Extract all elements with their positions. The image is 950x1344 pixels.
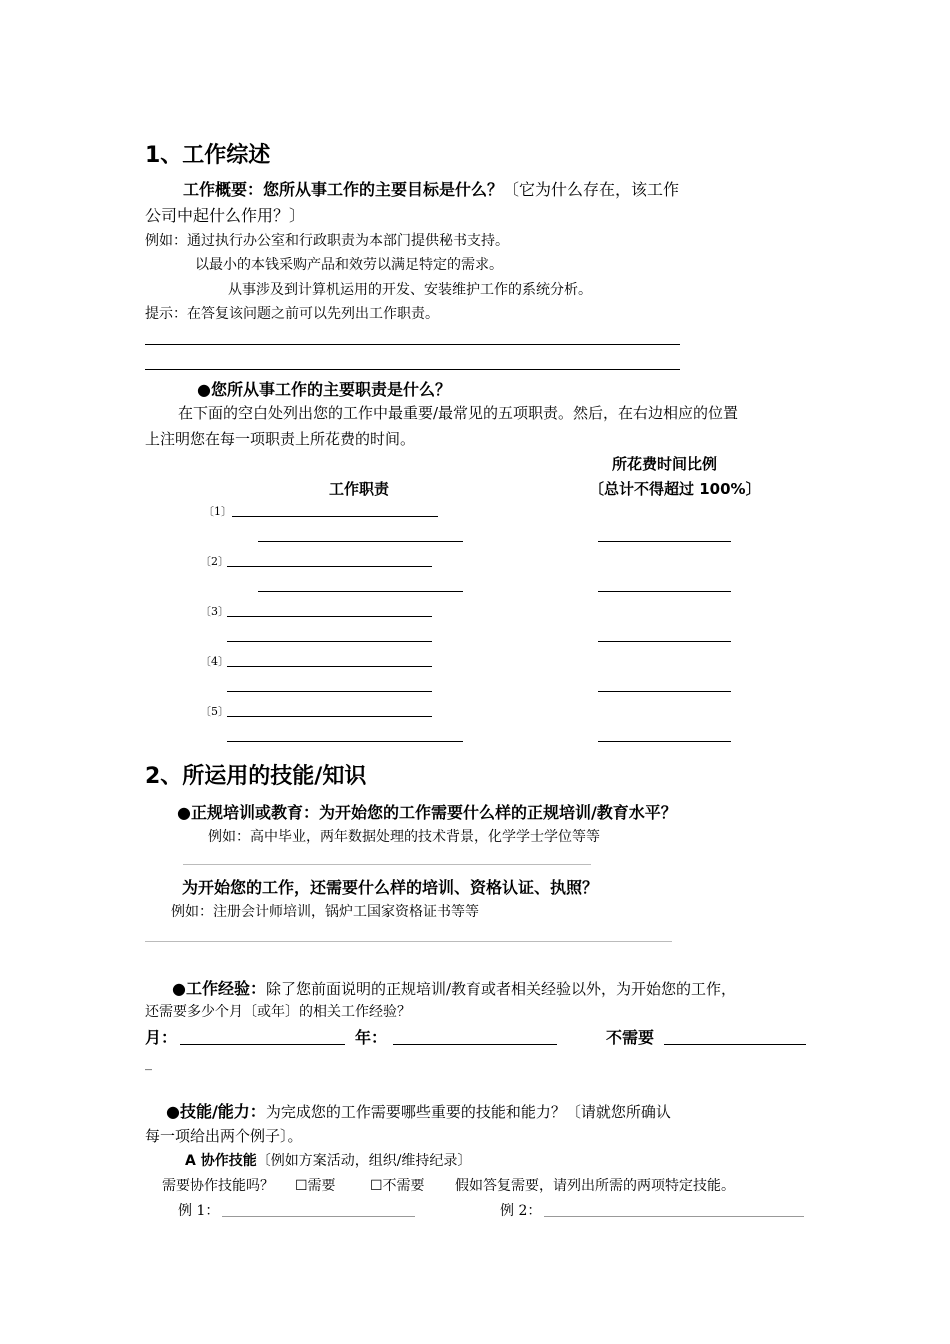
duty-item-2-line[interactable] xyxy=(227,566,432,567)
duty-item-1-line[interactable] xyxy=(232,516,438,517)
skills-label: ●技能/能力： xyxy=(166,1102,266,1121)
education-example: 例如：高中毕业，两年数据处理的技术背景，化学学士学位等等 xyxy=(208,829,600,845)
certification-example: 例如：注册会计师培训，锅炉工国家资格证书等等 xyxy=(171,904,479,920)
main-duties-question: ●您所从事工作的主要职责是什么？ xyxy=(197,380,451,399)
duty-item-4-line-2[interactable] xyxy=(227,691,432,692)
job-summary-hint-continued: 公司中起什么作用？〕 xyxy=(145,206,306,225)
answer-line-2[interactable] xyxy=(145,369,680,370)
section-1-title: 1、工作综述 xyxy=(145,143,271,168)
time-item-3-line[interactable] xyxy=(598,641,731,642)
example-3: 从事涉及到计算机运用的开发、安装维护工作的系统分析。 xyxy=(228,282,592,298)
job-summary-question xyxy=(183,177,679,200)
year-input-line[interactable] xyxy=(393,1044,557,1045)
certification-answer-line[interactable] xyxy=(145,941,672,942)
duty-item-3-line-2[interactable] xyxy=(227,641,432,642)
skill-a-heading xyxy=(185,1150,471,1170)
experience-text-2: 还需要多少个月〔或年〕的相关工作经验？ xyxy=(145,1004,411,1020)
example-1-label: 例 1： xyxy=(178,1203,220,1219)
duty-item-3-line[interactable] xyxy=(227,616,432,617)
continuation-dash: _ xyxy=(145,1055,152,1071)
answer-line-1[interactable] xyxy=(145,344,680,345)
time-item-2-line[interactable] xyxy=(598,591,731,592)
year-label: 年： xyxy=(355,1028,388,1047)
education-question: ●正规培训或教育：为开始您的工作需要什么样的正规培训/教育水平？ xyxy=(177,803,677,822)
job-summary-hint: 〔它为什么存在，该工作 xyxy=(503,180,680,199)
duty-item-5-line[interactable] xyxy=(227,716,432,717)
col-time-heading: 所花费时间比例 xyxy=(612,455,718,473)
not-needed-line[interactable] xyxy=(664,1044,806,1045)
example-1: 例如：通过执行办公室和行政职责为本部门提供秘书支持。 xyxy=(145,233,509,249)
month-label: 月： xyxy=(145,1028,178,1047)
skill-a-hint: 〔例如方案活动，组织/维持纪录〕 xyxy=(256,1153,472,1169)
skill-a-label: A 协作技能 xyxy=(185,1153,257,1169)
education-answer-line[interactable] xyxy=(183,864,591,865)
certification-question: 为开始您的工作，还需要什么样的培训、资格认证、执照？ xyxy=(182,878,599,897)
main-duties-desc-1: 在下面的空白处列出您的工作中最重要/最常见的五项职责。然后，在右边相应的位置 xyxy=(178,404,739,422)
skills-question xyxy=(166,1099,671,1122)
col-duty-heading: 工作职责 xyxy=(329,480,390,498)
col-time-note: 〔总计不得超过 100%〕 xyxy=(589,480,761,498)
duty-item-2-line-2[interactable] xyxy=(258,591,463,592)
not-needed-label: 不需要 xyxy=(606,1028,655,1047)
duty-item-5-number: 〔5〕 xyxy=(200,705,229,718)
experience-question xyxy=(172,976,736,999)
example-1-line[interactable] xyxy=(222,1216,415,1217)
example-2-label: 例 2： xyxy=(500,1203,542,1219)
month-input-line[interactable] xyxy=(180,1044,345,1045)
duty-item-3-number: 〔3〕 xyxy=(200,605,229,618)
duty-item-5-line-2[interactable] xyxy=(227,741,463,742)
experience-text-1: 除了您前面说明的正规培训/教育或者相关经验以外，为开始您的工作， xyxy=(265,980,737,998)
time-item-1-line[interactable] xyxy=(598,541,731,542)
example-2-line[interactable] xyxy=(544,1216,804,1217)
duty-item-2-number: 〔2〕 xyxy=(200,555,229,568)
time-item-4-line[interactable] xyxy=(598,691,731,692)
time-item-5-line[interactable] xyxy=(598,741,731,742)
duty-item-1-number: 〔1〕 xyxy=(203,505,232,518)
job-summary-label: 工作概要：您所从事工作的主要目标是什么？ xyxy=(183,180,504,199)
need-checkbox[interactable]: ☐需要 xyxy=(295,1178,336,1194)
section-2-title: 2、所运用的技能/知识 xyxy=(145,764,367,789)
skills-text-2: 每一项给出两个例子〕。 xyxy=(145,1127,303,1145)
main-duties-desc-2: 上注明您在每一项职责上所花费的时间。 xyxy=(145,430,416,448)
need-coordination-question: 需要协作技能吗？ xyxy=(162,1178,274,1194)
example-2: 以最小的本钱采购产品和效劳以满足特定的需求。 xyxy=(195,257,503,273)
tip-text: 提示：在答复该问题之前可以先列出工作职责。 xyxy=(145,306,439,322)
duty-item-4-number: 〔4〕 xyxy=(200,655,229,668)
need-followup-text: 假如答复需要，请列出所需的两项特定技能。 xyxy=(455,1178,735,1194)
duty-item-1-line-2[interactable] xyxy=(258,541,463,542)
duty-item-4-line[interactable] xyxy=(227,666,432,667)
experience-label: ●工作经验： xyxy=(172,979,266,998)
skills-text-1: 为完成您的工作需要哪些重要的技能和能力？〔请就您所确认 xyxy=(265,1103,671,1121)
no-need-checkbox[interactable]: ☐不需要 xyxy=(370,1178,425,1194)
